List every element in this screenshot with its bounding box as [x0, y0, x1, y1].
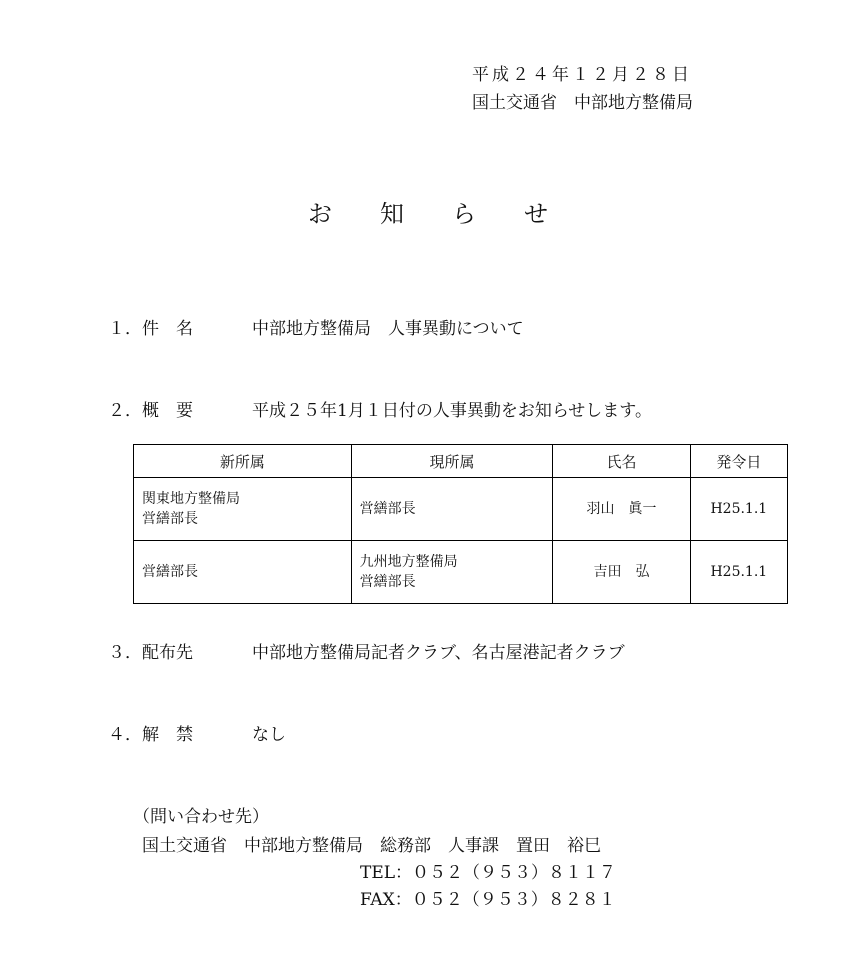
table-header-row [134, 445, 788, 478]
section-number: ２． [108, 401, 142, 421]
contact-person: 国土交通省 中部地方整備局 総務部 人事課 置田 裕巳 [142, 836, 601, 856]
contact-fax: FAX：０５２（９５３）８２８１ [360, 890, 616, 910]
title-char: ら [452, 200, 476, 228]
cell-line: 営繕部長 [359, 501, 416, 517]
contact-heading: （問い合わせ先） [133, 807, 269, 827]
date-cell: H25.1.1 [690, 478, 787, 541]
title-char: せ [524, 200, 548, 228]
column-header: 新所属 [134, 445, 352, 478]
title-char: お [308, 200, 332, 228]
table-row [134, 541, 788, 604]
current-position-cell [351, 541, 553, 604]
issuing-organization: 国土交通省 中部地方整備局 [472, 93, 693, 113]
document-title [308, 194, 596, 229]
personnel-table [133, 444, 788, 604]
new-position-cell [134, 541, 352, 604]
name-cell: 吉田 弘 [553, 541, 690, 604]
cell-line: 営繕部長 [142, 564, 198, 580]
new-position-cell [134, 478, 352, 541]
section-number: ４． [108, 725, 142, 745]
contact-tel: TEL：０５２（９５３）８１１７ [360, 863, 617, 883]
cell-line: 営繕部長 [359, 574, 416, 590]
column-header: 氏名 [553, 445, 690, 478]
column-header: 発令日 [690, 445, 787, 478]
section-value: 平成２５年1月１日付の人事異動をお知らせします。 [252, 401, 652, 421]
cell-line: 九州地方整備局 [359, 554, 458, 570]
date-cell: H25.1.1 [690, 541, 787, 604]
section-label: 配布先 [142, 643, 193, 663]
name-cell: 羽山 眞一 [553, 478, 690, 541]
section-label: 概 要 [142, 401, 193, 421]
section-number: ３． [108, 643, 142, 663]
section-value: なし [252, 725, 286, 745]
issue-date: 平成２４年１２月２８日 [472, 65, 692, 85]
column-header: 現所属 [351, 445, 553, 478]
title-char: 知 [380, 200, 404, 228]
section-label: 解 禁 [142, 725, 193, 745]
cell-line: 関東地方整備局 [142, 491, 240, 507]
section-value: 中部地方整備局 人事異動について [252, 319, 524, 339]
section-number: １． [108, 319, 142, 339]
cell-line: 営繕部長 [142, 511, 198, 527]
table-row [134, 478, 788, 541]
section-value: 中部地方整備局記者クラブ、名古屋港記者クラブ [252, 643, 625, 663]
current-position-cell [351, 478, 553, 541]
section-label: 件 名 [142, 319, 193, 339]
